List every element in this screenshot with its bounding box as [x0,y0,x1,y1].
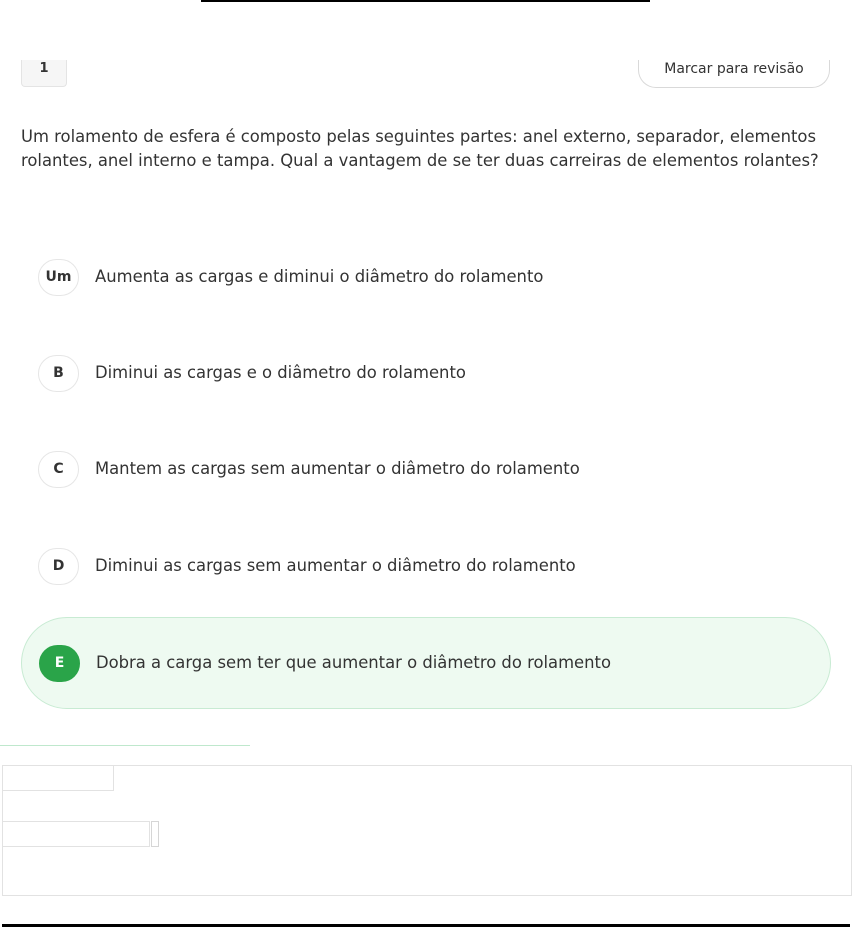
footer-tab[interactable] [2,765,114,791]
option-text: Diminui as cargas e o diâmetro do rolamento [95,363,466,382]
scroll-clip [0,2,852,60]
option-text: Mantem as cargas sem aumentar o diâmetro do rolamento [95,459,580,478]
option-letter-badge: E [39,645,80,682]
footer-field[interactable] [2,821,150,847]
option-a[interactable] [21,232,831,324]
question-text: Um rolamento de esfera é composto pelas seguintes partes: anel externo, separador, elementos rolantes, anel interno e tampa. Qual a vantagem de se ter duas carreiras de elementos rolantes? [21,127,819,170]
option-text: Aumenta as cargas e diminui o diâmetro do rolamento [95,267,544,286]
option-letter-badge: B [38,355,79,392]
option-text: Diminui as cargas sem aumentar o diâmetro do rolamento [95,556,576,575]
option-letter-badge: C [38,451,79,488]
option-e-selected[interactable] [21,617,831,709]
bottom-divider [2,924,850,927]
option-b[interactable] [21,328,831,420]
footer-scrollbar[interactable] [151,821,159,847]
question-number-badge: 1 [21,57,67,87]
option-letter-badge: Um [38,259,79,296]
mark-for-review-button[interactable]: Marcar para revisão [638,52,830,88]
option-text: Dobra a carga sem ter que aumentar o diâmetro do rolamento [96,653,611,672]
option-d[interactable] [21,521,831,613]
progress-divider [0,745,250,746]
option-c[interactable] [21,424,831,516]
option-letter-badge: D [38,548,79,585]
